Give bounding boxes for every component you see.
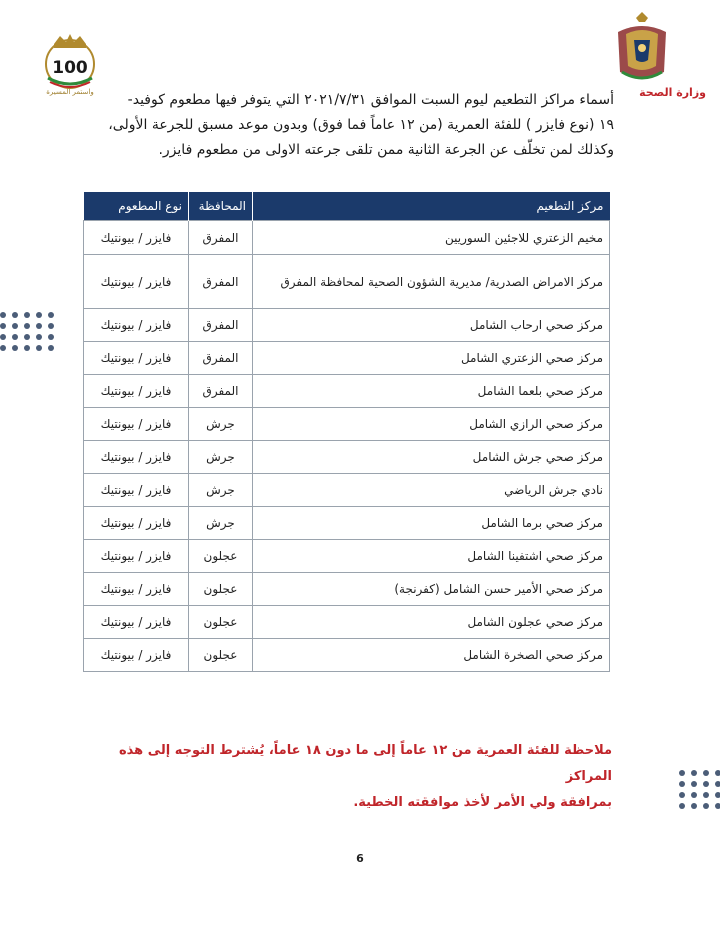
- table-row: [84, 342, 610, 375]
- table-row: [84, 221, 610, 255]
- header-center: مركز التطعيم: [253, 192, 610, 221]
- title-line-2: ١٩ (نوع فايزر ) للفئة العمرية (من ١٢ عاماً فما فوق) وبدون موعد مسبق للجرعة الأولى،: [108, 117, 614, 133]
- table-row: [84, 540, 610, 573]
- table-row: [84, 639, 610, 672]
- title-line-3: وكذلك لمن تخلّف عن الجرعة الثانية ممن تلقى جرعته الاولى من مطعوم فايزر.: [158, 142, 614, 158]
- table-row: [84, 408, 610, 441]
- decorative-dots-right: [679, 770, 720, 809]
- cell-governorate: جرش: [189, 507, 253, 540]
- table-row: [84, 573, 610, 606]
- table-header-row: [84, 192, 610, 221]
- cell-vaccine-type: فايزر / بيونتيك: [84, 507, 189, 540]
- table-row: [84, 474, 610, 507]
- table-row: [84, 375, 610, 408]
- ministry-name: وزارة الصحة: [639, 86, 706, 99]
- cell-center: نادي جرش الرياضي: [253, 474, 610, 507]
- cell-center: مركز صحي اشتفينا الشامل: [253, 540, 610, 573]
- vaccination-centers-table: [83, 192, 610, 672]
- cell-governorate: عجلون: [189, 606, 253, 639]
- table-row: [84, 606, 610, 639]
- cell-center: مركز صحي جرش الشامل: [253, 441, 610, 474]
- header-governorate: المحافظة: [189, 192, 253, 221]
- cell-vaccine-type: فايزر / بيونتيك: [84, 441, 189, 474]
- cell-governorate: المفرق: [189, 342, 253, 375]
- cell-vaccine-type: فايزر / بيونتيك: [84, 309, 189, 342]
- cell-vaccine-type: فايزر / بيونتيك: [84, 540, 189, 573]
- centennial-caption: واستمر المسيرة: [46, 88, 94, 96]
- cell-vaccine-type: فايزر / بيونتيك: [84, 255, 189, 309]
- note-line-1: ملاحظة للفئة العمرية من ١٢ عاماً إلى ما دون ١٨ عاماً، يُشترط التوجه إلى هذه المراكز: [118, 743, 612, 784]
- cell-vaccine-type: فايزر / بيونتيك: [84, 573, 189, 606]
- cell-governorate: عجلون: [189, 540, 253, 573]
- page-number: 6: [356, 852, 364, 865]
- centennial-logo: [40, 30, 100, 92]
- table-row: [84, 309, 610, 342]
- cell-vaccine-type: فايزر / بيونتيك: [84, 639, 189, 672]
- page-title: [88, 88, 614, 163]
- cell-governorate: جرش: [189, 474, 253, 507]
- table-row: [84, 255, 610, 309]
- cell-vaccine-type: فايزر / بيونتيك: [84, 375, 189, 408]
- cell-center: مركز صحي الصخرة الشامل: [253, 639, 610, 672]
- cell-governorate: عجلون: [189, 639, 253, 672]
- cell-governorate: المفرق: [189, 375, 253, 408]
- cell-governorate: جرش: [189, 441, 253, 474]
- cell-vaccine-type: فايزر / بيونتيك: [84, 408, 189, 441]
- age-note: [80, 738, 612, 816]
- table-row: [84, 507, 610, 540]
- cell-vaccine-type: فايزر / بيونتيك: [84, 342, 189, 375]
- coat-of-arms-icon: [612, 12, 672, 84]
- cell-center: مركز الامراض الصدرية/ مديرية الشؤون الصحية لمحافظة المفرق: [253, 255, 610, 309]
- cell-governorate: عجلون: [189, 573, 253, 606]
- cell-vaccine-type: فايزر / بيونتيك: [84, 606, 189, 639]
- cell-vaccine-type: فايزر / بيونتيك: [84, 221, 189, 255]
- decorative-dots-left: [0, 312, 54, 351]
- title-line-1: أسماء مراكز التطعيم ليوم السبت الموافق ٢٠٢١/٧/٣١ التي يتوفر فيها مطعوم كوفيد-: [127, 92, 614, 108]
- cell-center: مركز صحي برما الشامل: [253, 507, 610, 540]
- cell-center: مركز صحي ارحاب الشامل: [253, 309, 610, 342]
- centennial-number: 100: [52, 58, 88, 78]
- cell-center: مركز صحي الزعتري الشامل: [253, 342, 610, 375]
- cell-vaccine-type: فايزر / بيونتيك: [84, 474, 189, 507]
- note-line-2: بمرافقة ولي الأمر لأخذ موافقته الخطية.: [353, 795, 612, 810]
- cell-center: مخيم الزعتري للاجئين السوريين: [253, 221, 610, 255]
- cell-governorate: المفرق: [189, 221, 253, 255]
- cell-governorate: المفرق: [189, 255, 253, 309]
- cell-center: مركز صحي بلعما الشامل: [253, 375, 610, 408]
- cell-governorate: المفرق: [189, 309, 253, 342]
- vaccination-centers-table-container: [83, 192, 609, 672]
- table-row: [84, 441, 610, 474]
- cell-governorate: جرش: [189, 408, 253, 441]
- header-vaccine-type: نوع المطعوم: [84, 192, 189, 221]
- cell-center: مركز صحي الأمير حسن الشامل (كفرنجة): [253, 573, 610, 606]
- cell-center: مركز صحي الرازي الشامل: [253, 408, 610, 441]
- cell-center: مركز صحي عجلون الشامل: [253, 606, 610, 639]
